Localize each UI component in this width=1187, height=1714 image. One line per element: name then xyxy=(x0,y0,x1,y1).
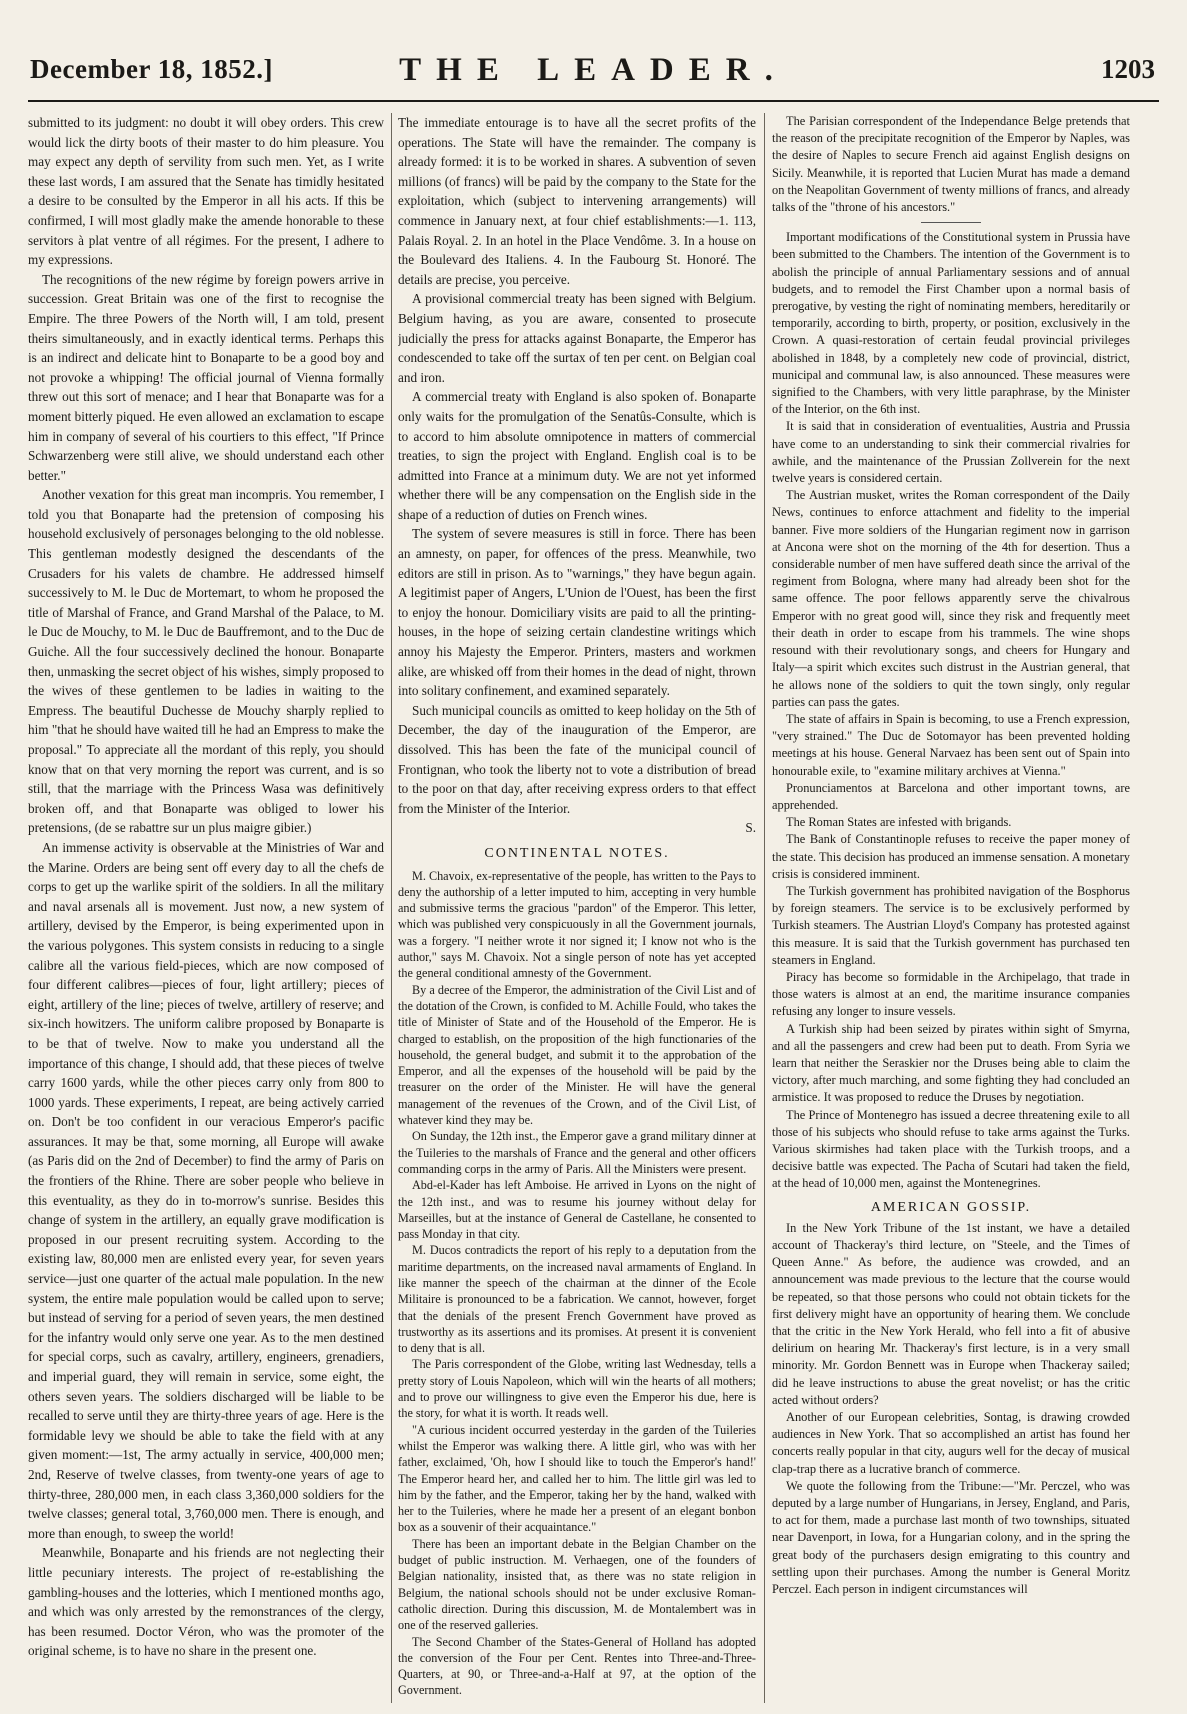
column-1 xyxy=(28,113,384,1703)
paragraph: On Sunday, the 12th inst., the Emperor gave a grand military dinner at the Tuileries to the marshals of France and the general and other officers commanding corps in the army of Paris. All the Ministers were present. xyxy=(398,1129,756,1176)
paragraph: The Second Chamber of the States-General of Holland has adopted the conversion of the Four per Cent. Rentes into Three-and-Three-Quarters, at 90, or Three-and-a-Half at 97, at the option of the Government. xyxy=(398,1634,756,1698)
paragraph: The Prince of Montenegro has issued a decree threatening exile to all those of his subjects who should refuse to take arms against the Turks. Various skirmishes had taken place with the Turkish troops, and a decisive battle was expected. The Pacha of Scutari had taken the field, at the head of 10,000 men, against the Montenegrines. xyxy=(772,1107,1130,1191)
paragraph: The state of affairs in Spain is becoming, to use a French expression, "very strained." The Duc de Sotomayor has been prevented holding meetings at his house. General Narvaez has been sent out of Spain into honourable exile, to "examine military archives at Vienna." xyxy=(772,711,1130,778)
paragraph: The Turkish government has prohibited navigation of the Bosphorus by foreign steamers. The service is to be exclusively performed by Turkish steamers. The Austrian Lloyd's Company has protested against this measure. It is said that the Turkish government has purchased ten steamers in England. xyxy=(772,883,1130,967)
paragraph: The Austrian musket, writes the Roman correspondent of the Daily News, continues to enforce attachment and fidelity to the imperial banner. Five more soldiers of the Hungarian regiment now in garrison at Ancona were shot on the morning of the 4th for desertion. Thus a considerable number of men have suffered death since the arrival of the regiment from Bologna, where many had already been shot for the same offence. The poor fellows apparently serve the chivalrous Emperor with no great good will, since they risk and frequently meet their death in order to escape from his trammels. The wine shops resound with their revolutionary songs, and cheers for Hungary and Italy—a spirit which excites such distrust in the Austrian general, that he allows none of the soldiers to quit the town singly, only regular parties can pass the gates. xyxy=(772,488,1130,709)
section-heading-american: AMERICAN GOSSIP. xyxy=(870,1199,1032,1215)
paragraph: Piracy has become so formidable in the Archipelago, that trade in those waters is almost at an end, the maritime insurance companies refusing any longer to insure vessels. xyxy=(772,969,1130,1019)
paragraph: We quote the following from the Tribune:—"Mr. Perczel, who was deputed by a large number of Hungarians, in Jersey, England, and Paris, to act for them, made a purchase last month of two townships, situated near Davenport, in Iowa, for a Hungarian colony, and in the spring the great body of the purchasers design emigrating to this country and settling upon their purchases. Among the number is General Moritz Perczel. Each person in indigent circumstances will xyxy=(772,1478,1130,1597)
paragraph: The immediate entourage is to have all the secret profits of the operations. The State will have the remainder. The company is already formed: it is to be worked in shares. A subvention of seven millions (of francs) will be paid by the company to the State for the exploitation, which (subject to intervening arrangements) will commence in January next, at four chief establishments:—1. 113, Palais Royal. 2. In an hotel in the Place Vendôme. 3. In a house on the Boulevard des Italiens. 4. In the Faubourg St. Honoré. The details are precise, you perceive. xyxy=(398,115,756,287)
column-3 xyxy=(772,113,1130,1703)
paragraph: The Paris correspondent of the Globe, writing last Wednesday, tells a pretty story of Louis Napoleon, which will win the hearts of all mothers; and to prove our willingness to give even the Emperor his due, here is the story, for what it is worth. It reads well. xyxy=(398,1357,756,1421)
paragraph: submitted to its judgment: no doubt it will obey orders. This crew would lick the dirty boots of their master to do him pleasure. You may expect any depth of servility from such men. Yet, as I write these last words, I am assured that the Senate has timidly hesitated a desire to be consulted by the Emperor in all his acts. If this be confirmed, I will most gladly make the amende honorable to these servitors à plat ventre of all régimes. For the present, I adhere to my expressions. xyxy=(28,115,384,268)
paragraph: It is said that in consideration of eventualities, Austria and Prussia have come to an understanding to sink their commercial rivalries for awhile, and the maintenance of the Prussian Zollverein for the next twelve years is considered certain. xyxy=(772,419,1130,486)
newspaper-title: THE LEADER. xyxy=(399,52,788,88)
paragraph: M. Chavoix, ex-representative of the people, has written to the Pays to deny the authorship of a letter imputed to him, accepting in very humble and submissive terms the gracious "pardon" of the Emperor. This letter, which was published very conspicuously in all the Government journals, was a forgery. "I neither wrote it nor signed it; I know not who is the author," says M. Chavoix. Not a single person of note has yet accepted the general conditional amnesty of the Government. xyxy=(398,868,756,981)
paragraph: "A curious incident occurred yesterday in the garden of the Tuileries whilst the Emperor was walking there. A little girl, who was with her father, exclaimed, 'Oh, how I should like to touch the Emperor's hand!' The Emperor heard her, and called her to him. The little girl was led to him by the father, and the Emperor, taking her by the hand, walked with her to the Tuileries, where he made her a present of an elegant bonbon box as a souvenir of their acquaintance." xyxy=(398,1422,756,1535)
paragraph: A Turkish ship had been seized by pirates within sight of Smyrna, and all the passengers and crew had been put to death. From Syria we learn that neither the Seraskier nor the Druses being able to claim the victory, after much marching, and some fighting they had concluded an armistice. It was proposed to reduce the Druses by negotiation. xyxy=(772,1021,1130,1105)
paragraph: There has been an important debate in the Belgian Chamber on the budget of public instruction. M. Verhaegen, one of the founders of Belgian nationality, insisted that, as there was no state religion in Belgium, the national schools should not be under exclusive Roman-catholic direction. During this discussion, M. de Montalembert was in one of the reserved galleries. xyxy=(398,1536,756,1633)
masthead xyxy=(28,52,1159,102)
paragraph: A provisional commercial treaty has been signed with Belgium. Belgium having, as you are aware, consented to prosecute judicially the press for attacks against Bonaparte, the Emperor has condescended to take off the surtax of ten per cent. on Belgian coal and iron. xyxy=(398,291,756,385)
column-divider xyxy=(391,113,392,1703)
column-divider xyxy=(764,113,765,1703)
paragraph: By a decree of the Emperor, the administration of the Civil List and of the dotation of the Crown, is confided to M. Achille Fould, who takes the title of Minister of State and of the Household of the Emperor. He is charged to establish, on the proposition of the high functionaries of the household, the general budget, and submit it to the approbation of the Emperor, and all the expenses of the household will be paid by the treasurer on the order of the Minister. He will have the general management of the revenues of the Crown, and of the Civil List, of whatever kind they may be. xyxy=(398,982,756,1128)
paragraph: Meanwhile, Bonaparte and his friends are not neglecting their little pecuniary interests. The project of re-establishing the gambling-houses and the lotteries, which I mentioned months ago, and which was only arrested by the remonstrances of the clergy, has been resumed. Doctor Véron, who was the promoter of the original scheme, is to have no share in the present one. xyxy=(28,1545,384,1659)
issue-date: December 18, 1852.] xyxy=(30,54,273,84)
paragraph: Pronunciamentos at Barcelona and other important towns, are apprehended. xyxy=(772,780,1130,812)
paragraph: The Roman States are infested with brigands. xyxy=(786,815,1012,830)
paragraph: In the New York Tribune of the 1st instant, we have a detailed account of Thackeray's third lecture, on "Steele, and the Times of Queen Anne." As before, the audience was crowded, and an announcement was made previous to the lecture that the course would be repeated, so that those persons who could not obtain tickets for the first delivery might have an opportunity of hearing them. We conclude that the critic in the New York Herald, who fell into a fit of abusive delirium on hearing Mr. Thackeray's first lecture, is in a very small minority. Mr. Gordon Bennett was in Europe when Thackeray sailed; did he leave instructions to abuse the great novelist; or has the critic acted without orders? xyxy=(772,1220,1130,1407)
paragraph: Another of our European celebrities, Sontag, is drawing crowded audiences in New York. That so accomplished an artist has found her concerts really popular in that city, augurs well for the decay of musical clap-trap there as a lucrative branch of commerce. xyxy=(772,1410,1130,1476)
section-heading-continental: CONTINENTAL NOTES. xyxy=(484,845,670,861)
paragraph: The Parisian correspondent of the Independance Belge pretends that the reason of the precipitate recognition of the Emperor by Naples, was the desire of Naples to secure French aid against English designs on Sicily. Meanwhile, it is reported that Lucien Murat has made a demand on the Neapolitan Government of twenty millions of francs, and already talks of the "throne of his ancestors." xyxy=(772,114,1130,215)
paragraph: The recognitions of the new régime by foreign powers arrive in succession. Great Britain was one of the first to recognise the Empire. The three Powers of the North will, I am told, present theirs simultaneously, and in exactly identical terms. Perhaps this is an indirect and delicate hint to Bonaparte to be a good boy and not provoke a whipping! The official journal of Vienna formally threw out this sort of menace; and I hear that Bonaparte was for a moment bitterly piqued. He even allowed an exclamation to escape him in company of several of his courtiers to this effect, "If Prince Schwarzenberg were still alive, we should understand each other better." xyxy=(28,271,384,483)
page-number: 1203 xyxy=(1101,54,1155,84)
column-2 xyxy=(398,113,756,1703)
signature: S. xyxy=(745,820,756,836)
paragraph: Another vexation for this great man incompris. You remember, I told you that Bonaparte had the pretension of composing his household exclusively of personages belonging to the old noblesse. This gentleman modestly designed the descendants of the Crusaders for his valets de chambre. He addressed himself successively to M. le Duc de Mortemart, to whom he proposed the title of Marshal of France, and Grand Marshal of the Palace, to M. le Duc de Mouchy, to M. le Duc de Bauffremont, and to the Duc de Guiche. All the four successively declined the honour. Bonaparte then, unmasking the secret object of his wishes, simply proposed to the wives of these gentlemen to be ladies in waiting to the Empress. The beautiful Duchesse de Mouchy sharply replied to him "that he should have waited till he had an Empress to make the proposal." To appreciate all the mordant of this reply, you should know that on that very morning the report was current, and is so still, that the marriage with the Princess Wasa was definitively broken off, and that Bonaparte was obliged to lower his pretensions, (de se rabattre sur un plus maigre gibier.) xyxy=(28,487,384,836)
paragraph: Such municipal councils as omitted to keep holiday on the 5th of December, the day of the inauguration of the Emperor, are dissolved. This has been the fate of the municipal council of Frontignan, who took the liberty not to vote a distribution of bread to the poor on that day, after receiving express orders to that effect from the Minister of the Interior. xyxy=(398,702,756,816)
paragraph: Important modifications of the Constitutional system in Prussia have been submitted to the Chambers. The intention of the Government is to abolish the principle of annual Parliamentary sessions and of annual budgets, and to remodel the First Chamber upon a normal basis of prerogative, by vesting the right of nominating members, hereditarily or temporarily, according to birth, property, or position, exclusively in the Crown. A quasi-restoration of certain feudal provincial privileges abolished in 1848, by a completely new code of provincial, district, municipal and communal law, is also announced. These measures were signified to the Chambers, with very little paraphrase, by the Minister of the Interior, on the 6th inst. xyxy=(772,230,1130,417)
paragraph: M. Ducos contradicts the report of his reply to a deputation from the maritime departments, on the increased naval armaments of England. In like manner the speech of the chairman at the dinner of the Ecole Militaire is pronounced to be a fabrication. We cannot, however, forget that the denials of the present French Government have proved as trustworthy as its assertions and its promises. At present it is convenient to deny that is all. xyxy=(398,1243,756,1356)
paragraph: A commercial treaty with England is also spoken of. Bonaparte only waits for the promulgation of the Senatûs-Consulte, which is to accord to him absolute omnipotence in matters of commercial treaties, to sign the project with England. English coal is to be admitted into France at a minimum duty. We are not yet informed whether there will be any compensation on the English side in the shape of a reduction of duties on French wines. xyxy=(398,389,756,522)
divider xyxy=(921,222,981,223)
paragraph: An immense activity is observable at the Ministries of War and the Marine. Orders are being sent off every day to all the chefs de corps to get up the warlike spirit of the soldiers. In all the military and naval arsenals all is movement. Just now, a new system of artillery, devised by the Emperor, is being experimented upon in the various polygones. This system consists in reducing to a single calibre all the various field-pieces, which are now composed of four different calibres—pieces of four, light artillery; pieces of eight, artillery of the line; pieces of twelve, artillery of reserve; and six-inch howitzers. The uniform calibre proposed by Bonaparte is to be that of twelve. Now to make you understand all the importance of this change, I should add, that these pieces of twelve carry 1600 yards, while the other pieces carry only from 800 to 1000 yards. These experiments, I repeat, are being actively carried on. Don't be too confident in our veracious Emperor's pacific assurances. It may be that, some morning, all Europe will awake (as Paris did on the 2nd of December) to find the army of Paris on the frontiers of the Rhine. There are sober people who believe in this eventuality, as they do in to-morrow's sunrise. Besides this change of system in the artillery, an equally grave modification is proposed in our present recruiting system. According to the existing law, 80,000 men are enlisted every year, for seven years service—just one quarter of the actual male population. In the new system, the entire male population would be called upon to serve; but instead of serving for a period of seven years, the men destined for the infantry would only serve one year. As to the men destined for special corps, such as cavalry, artillery, engineers, grenadiers, and imperial guard, they will remain in service, some eight, the others seven years. The soldiers discharged will be liable to be recalled to serve until they are thirty-three years of age. Here is the formidable levy we should be able to take the field with at any given moment:—1st, The army actually in service, 400,000 men; 2nd, Reserve of twelve classes, from twenty-one years of age to thirty-three, 280,000 men, in each class 3,360,000 soldiers for the twelve classes; general total, 3,760,000 men. There is enough, and more than enough, to sweep the world! xyxy=(28,839,384,1541)
paragraph: Abd-el-Kader has left Amboise. He arrived in Lyons on the night of the 12th inst., and was to resume his journey without delay for Marseilles, but at the instance of General de Castellane, he consented to pass Monday in that city. xyxy=(398,1178,756,1242)
paragraph: The Bank of Constantinople refuses to receive the paper money of the state. This decision has produced an immense sensation. A monetary crisis is considered imminent. xyxy=(772,832,1130,881)
paragraph: The system of severe measures is still in force. There has been an amnesty, on paper, for offences of the press. Meanwhile, two editors are still in prison. As to "warnings," they have begun again. A legitimist paper of Angers, L'Union de l'Ouest, has been the first to enjoy the honour. Domiciliary visits are paid to all the printing-houses, in the hope of seizing certain clandestine writings which annoy his Majesty the Emperor. Printers, masters and workmen alike, are whisked off from their homes in the dead of night, thrown into solitary confinement, and examined separately. xyxy=(398,526,756,699)
